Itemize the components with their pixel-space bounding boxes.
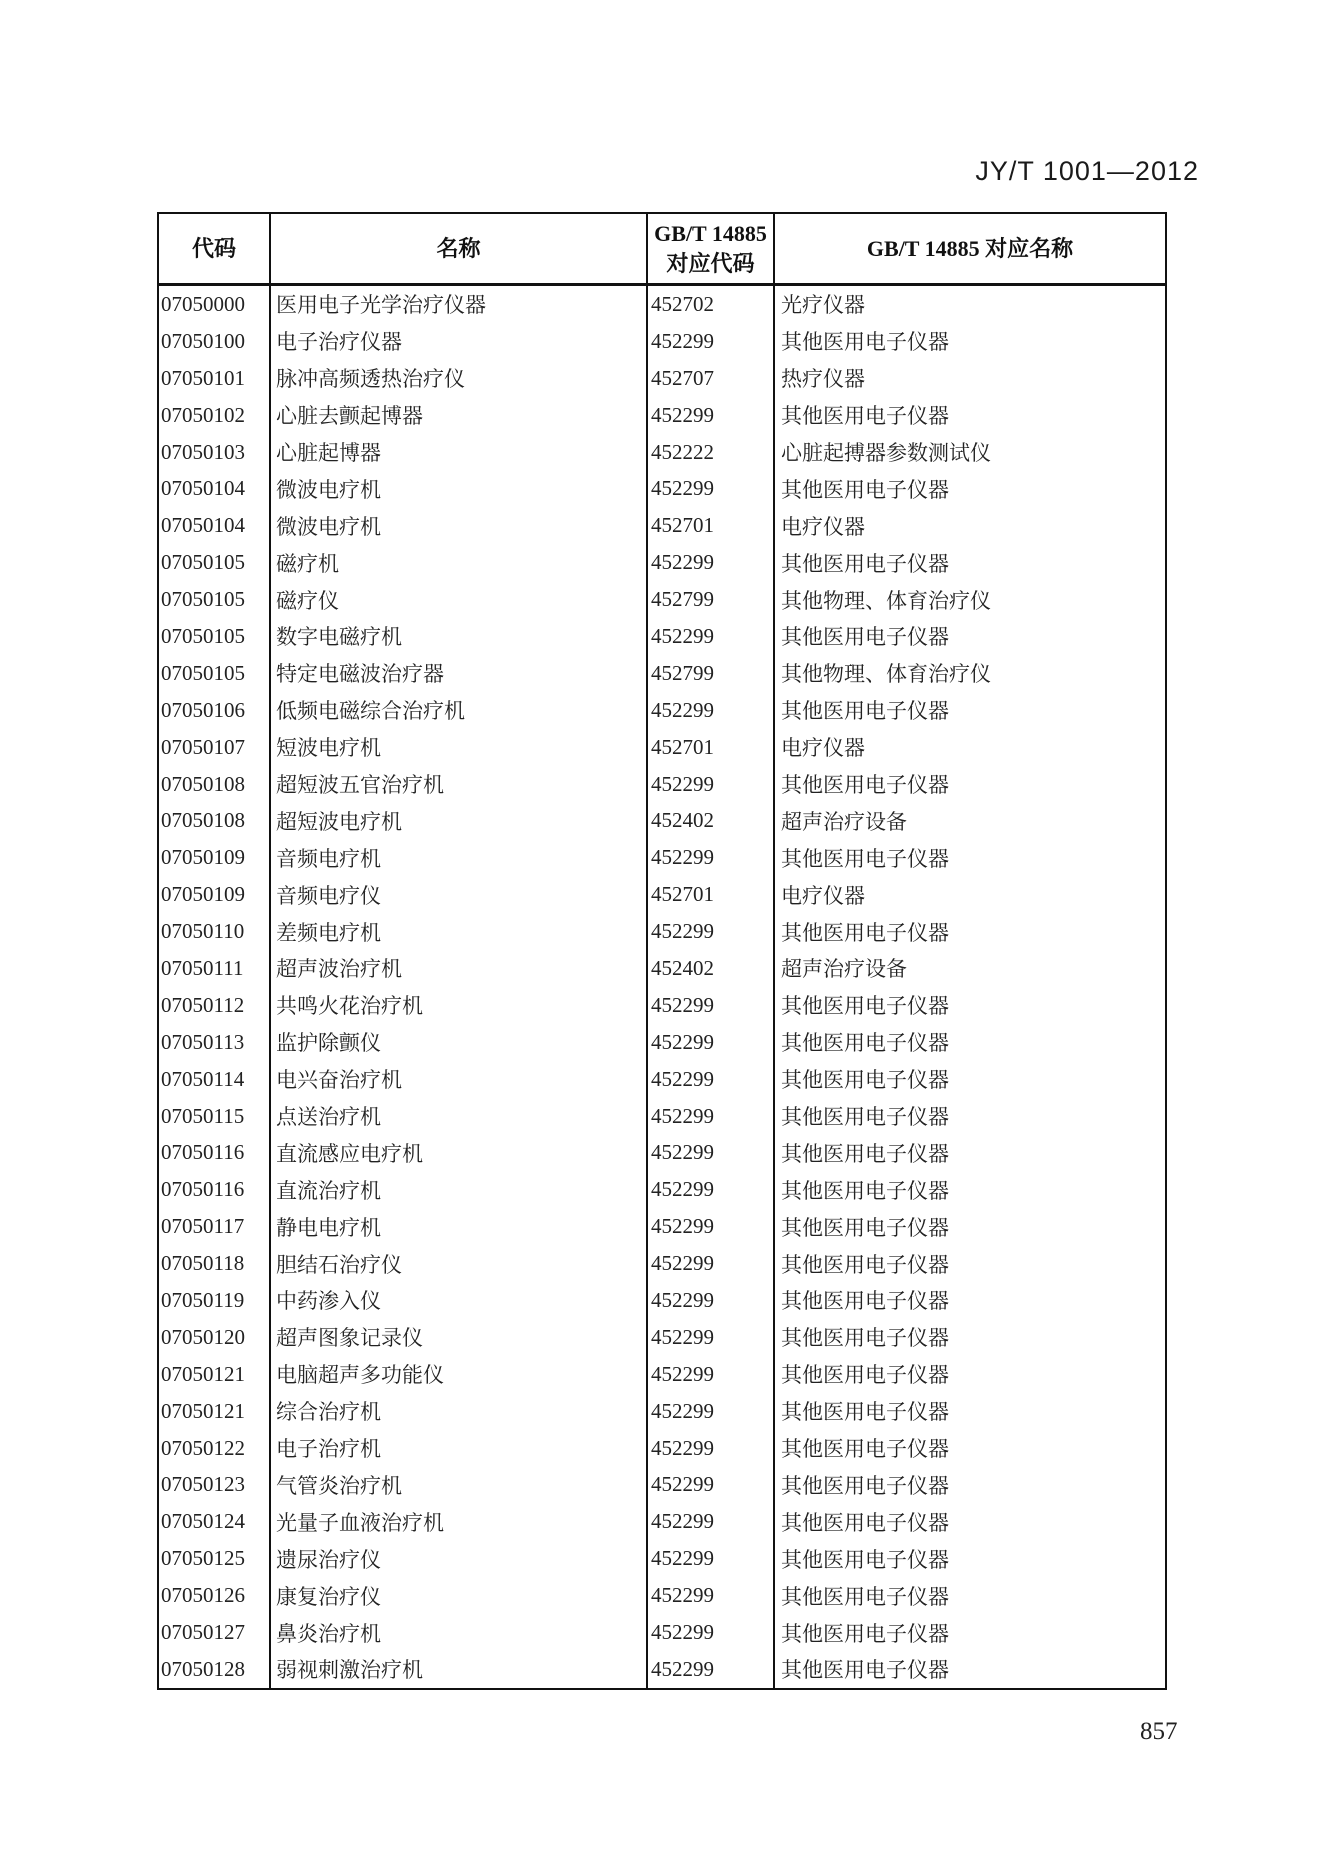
- cell-gbt-code: 452299: [648, 1577, 775, 1614]
- cell-name: 差频电疗机: [271, 913, 648, 950]
- cell-gbt-name: 其他医用电子仪器: [781, 1547, 949, 1572]
- cell-gbt-code: 452299: [648, 1467, 775, 1504]
- table-row: [159, 1319, 1165, 1356]
- cell-gbt-code: 452299: [648, 618, 775, 655]
- cell-gbt-name: 其他医用电子仪器: [781, 1252, 949, 1277]
- table-row: [159, 544, 1165, 581]
- cell-gbt-code: 452299: [648, 323, 775, 360]
- table-row: [159, 1651, 1165, 1688]
- cell-gbt-code: 452299: [648, 1651, 775, 1688]
- table-row: [159, 360, 1165, 397]
- cell-gbt-name: 其他医用电子仪器: [781, 1105, 949, 1130]
- cell-name: 胆结石治疗仪: [271, 1245, 648, 1282]
- table-row: [159, 1430, 1165, 1467]
- header-gbt-code-line1: GB/T 14885: [654, 220, 767, 246]
- cell-gbt-code: 452299: [648, 1614, 775, 1651]
- cell-gbt-name: 其他物理、体育治疗仪: [781, 662, 991, 687]
- table-row: [159, 1098, 1165, 1135]
- cell-gbt-name: 其他物理、体育治疗仪: [781, 588, 991, 613]
- cell-gbt-code: 452299: [648, 1540, 775, 1577]
- cell-gbt-code: 452702: [648, 286, 775, 323]
- table-row: [159, 434, 1165, 471]
- cell-gbt-name: 其他医用电子仪器: [781, 404, 949, 429]
- table-row: [159, 618, 1165, 655]
- cell-code: 07050127: [159, 1614, 271, 1651]
- cell-code: 07050000: [159, 286, 271, 323]
- cell-name: 电兴奋治疗机: [271, 1061, 648, 1098]
- cell-name: 特定电磁波治疗器: [271, 655, 648, 692]
- cell-gbt-name: 其他医用电子仪器: [781, 1215, 949, 1240]
- cell-name: 弱视刺激治疗机: [271, 1651, 648, 1688]
- cell-name: 静电电疗机: [271, 1208, 648, 1245]
- cell-name: 磁疗仪: [271, 581, 648, 618]
- cell-name: 脉冲高频透热治疗仪: [271, 360, 648, 397]
- cell-gbt-code: 452799: [648, 581, 775, 618]
- cell-gbt-code: 452299: [648, 1134, 775, 1171]
- code-mapping-table: [157, 212, 1167, 1690]
- cell-gbt-code: 452299: [648, 766, 775, 803]
- cell-gbt-code: 452299: [648, 1098, 775, 1135]
- cell-name: 数字电磁疗机: [271, 618, 648, 655]
- cell-gbt-code: 452299: [648, 1208, 775, 1245]
- table-row: [159, 950, 1165, 987]
- table-row: [159, 1245, 1165, 1282]
- cell-code: 07050115: [159, 1098, 271, 1135]
- cell-name: 鼻炎治疗机: [271, 1614, 648, 1651]
- cell-code: 07050101: [159, 360, 271, 397]
- cell-gbt-name: 其他医用电子仪器: [781, 1658, 949, 1683]
- cell-name: 超短波电疗机: [271, 802, 648, 839]
- cell-name: 电子治疗仪器: [271, 323, 648, 360]
- cell-code: 07050103: [159, 434, 271, 471]
- cell-gbt-name: 其他医用电子仪器: [781, 1363, 949, 1388]
- cell-name: 短波电疗机: [271, 729, 648, 766]
- cell-gbt-name: 其他医用电子仪器: [781, 1584, 949, 1609]
- cell-gbt-code: 452222: [648, 434, 775, 471]
- cell-code: 07050110: [159, 913, 271, 950]
- cell-gbt-name: 其他医用电子仪器: [781, 551, 949, 576]
- table-row: [159, 655, 1165, 692]
- cell-gbt-code: 452299: [648, 397, 775, 434]
- header-code-label: 代码: [191, 235, 236, 261]
- cell-gbt-code: 452299: [648, 1282, 775, 1319]
- cell-name: 中药渗入仪: [271, 1282, 648, 1319]
- cell-name: 气管炎治疗机: [271, 1467, 648, 1504]
- cell-gbt-name: 其他医用电子仪器: [781, 1178, 949, 1203]
- cell-gbt-name: 其他医用电子仪器: [781, 846, 949, 871]
- cell-gbt-code: 452299: [648, 1319, 775, 1356]
- cell-name: 监护除颤仪: [271, 1024, 648, 1061]
- cell-name: 综合治疗机: [271, 1393, 648, 1430]
- cell-name: 直流感应电疗机: [271, 1134, 648, 1171]
- table-header-row: [159, 214, 1165, 286]
- table-row: [159, 1282, 1165, 1319]
- cell-code: 07050121: [159, 1393, 271, 1430]
- cell-code: 07050128: [159, 1651, 271, 1688]
- cell-gbt-code: 452299: [648, 1503, 775, 1540]
- cell-code: 07050100: [159, 323, 271, 360]
- cell-gbt-name: 电疗仪器: [781, 736, 865, 761]
- cell-gbt-name: 其他医用电子仪器: [781, 1473, 949, 1498]
- table-row: [159, 876, 1165, 913]
- cell-gbt-code: 452299: [648, 470, 775, 507]
- header-name: [271, 214, 648, 283]
- cell-gbt-code: 452299: [648, 1024, 775, 1061]
- table-row: [159, 1134, 1165, 1171]
- cell-code: 07050109: [159, 839, 271, 876]
- table-row: [159, 1577, 1165, 1614]
- cell-name: 微波电疗机: [271, 470, 648, 507]
- table-row: [159, 1061, 1165, 1098]
- table-row: [159, 1503, 1165, 1540]
- cell-name: 遗尿治疗仪: [271, 1540, 648, 1577]
- cell-code: 07050113: [159, 1024, 271, 1061]
- cell-name: 微波电疗机: [271, 507, 648, 544]
- cell-gbt-code: 452299: [648, 544, 775, 581]
- table-row: [159, 1540, 1165, 1577]
- cell-gbt-name: 电疗仪器: [781, 883, 865, 908]
- header-gbt-name: [775, 214, 1165, 283]
- cell-gbt-name: 其他医用电子仪器: [781, 1141, 949, 1166]
- cell-name: 共鸣火花治疗机: [271, 987, 648, 1024]
- cell-code: 07050108: [159, 802, 271, 839]
- cell-name: 低频电磁综合治疗机: [271, 692, 648, 729]
- header-gbt-code-line2: 对应代码: [666, 250, 755, 276]
- cell-code: 07050109: [159, 876, 271, 913]
- cell-gbt-code: 452299: [648, 1061, 775, 1098]
- cell-name: 点送治疗机: [271, 1098, 648, 1135]
- cell-name: 心脏去颤起博器: [271, 397, 648, 434]
- cell-gbt-code: 452299: [648, 1356, 775, 1393]
- header-code: [159, 214, 271, 283]
- cell-gbt-name: 其他医用电子仪器: [781, 1068, 949, 1093]
- cell-code: 07050123: [159, 1467, 271, 1504]
- cell-gbt-code: 452707: [648, 360, 775, 397]
- cell-name: 超短波五官治疗机: [271, 766, 648, 803]
- cell-gbt-code: 452402: [648, 802, 775, 839]
- table-body: [159, 286, 1165, 1688]
- cell-gbt-code: 452299: [648, 1393, 775, 1430]
- cell-gbt-code: 452701: [648, 729, 775, 766]
- cell-name: 超声图象记录仪: [271, 1319, 648, 1356]
- cell-gbt-name: 其他医用电子仪器: [781, 625, 949, 650]
- cell-gbt-code: 452299: [648, 1430, 775, 1467]
- cell-gbt-name: 超声治疗设备: [781, 957, 907, 982]
- table-row: [159, 1356, 1165, 1393]
- cell-code: 07050106: [159, 692, 271, 729]
- cell-gbt-name: 其他医用电子仪器: [781, 1437, 949, 1462]
- cell-gbt-code: 452299: [648, 839, 775, 876]
- cell-name: 电脑超声多功能仪: [271, 1356, 648, 1393]
- cell-code: 07050105: [159, 544, 271, 581]
- cell-name: 康复治疗仪: [271, 1577, 648, 1614]
- cell-gbt-code: 452701: [648, 507, 775, 544]
- cell-gbt-name: 心脏起搏器参数测试仪: [781, 441, 991, 465]
- table-row: [159, 581, 1165, 618]
- cell-gbt-name: 其他医用电子仪器: [781, 330, 949, 355]
- cell-code: 07050108: [159, 766, 271, 803]
- cell-code: 07050125: [159, 1540, 271, 1577]
- cell-gbt-name: 其他医用电子仪器: [781, 1326, 949, 1351]
- table-row: [159, 1614, 1165, 1651]
- cell-code: 07050104: [159, 507, 271, 544]
- cell-name: 光量子血液治疗机: [271, 1503, 648, 1540]
- cell-gbt-name: 其他医用电子仪器: [781, 1031, 949, 1056]
- cell-gbt-name: 其他医用电子仪器: [781, 773, 949, 798]
- cell-code: 07050121: [159, 1356, 271, 1393]
- cell-gbt-name: 其他医用电子仪器: [781, 699, 949, 724]
- cell-code: 07050124: [159, 1503, 271, 1540]
- cell-gbt-name: 其他医用电子仪器: [781, 1400, 949, 1425]
- cell-code: 07050104: [159, 470, 271, 507]
- cell-gbt-name: 电疗仪器: [781, 514, 865, 539]
- cell-code: 07050116: [159, 1134, 271, 1171]
- table-row: [159, 1171, 1165, 1208]
- table-row: [159, 1024, 1165, 1061]
- cell-gbt-name: 其他医用电子仪器: [781, 1289, 949, 1314]
- cell-name: 医用电子光学治疗仪器: [271, 286, 648, 323]
- cell-gbt-code: 452799: [648, 655, 775, 692]
- cell-name: 心脏起博器: [271, 434, 648, 471]
- table-row: [159, 286, 1165, 323]
- cell-code: 07050126: [159, 1577, 271, 1614]
- cell-gbt-name: 其他医用电子仪器: [781, 994, 949, 1019]
- cell-code: 07050105: [159, 618, 271, 655]
- cell-gbt-name: 其他医用电子仪器: [781, 1621, 949, 1646]
- table-row: [159, 323, 1165, 360]
- cell-code: 07050117: [159, 1208, 271, 1245]
- cell-name: 音频电疗机: [271, 839, 648, 876]
- cell-code: 07050118: [159, 1245, 271, 1282]
- table-row: [159, 913, 1165, 950]
- cell-gbt-code: 452299: [648, 692, 775, 729]
- cell-gbt-name: 其他医用电子仪器: [781, 920, 949, 945]
- cell-gbt-name: 其他医用电子仪器: [781, 477, 949, 502]
- cell-code: 07050107: [159, 729, 271, 766]
- table-row: [159, 1467, 1165, 1504]
- table-row: [159, 729, 1165, 766]
- cell-name: 音频电疗仪: [271, 876, 648, 913]
- table-row: [159, 766, 1165, 803]
- cell-gbt-name: 超声治疗设备: [781, 809, 907, 834]
- cell-code: 07050112: [159, 987, 271, 1024]
- table-row: [159, 507, 1165, 544]
- cell-gbt-name: 热疗仪器: [781, 367, 865, 392]
- cell-code: 07050114: [159, 1061, 271, 1098]
- cell-code: 07050105: [159, 581, 271, 618]
- table-row: [159, 692, 1165, 729]
- table-row: [159, 987, 1165, 1024]
- cell-code: 07050116: [159, 1171, 271, 1208]
- header-name-label: 名称: [436, 235, 481, 261]
- table-row: [159, 802, 1165, 839]
- cell-gbt-code: 452402: [648, 950, 775, 987]
- cell-gbt-name: 其他医用电子仪器: [781, 1510, 949, 1535]
- cell-gbt-code: 452299: [648, 1171, 775, 1208]
- cell-code: 07050111: [159, 950, 271, 987]
- cell-name: 超声波治疗机: [271, 950, 648, 987]
- table-row: [159, 470, 1165, 507]
- cell-code: 07050120: [159, 1319, 271, 1356]
- cell-gbt-code: 452299: [648, 913, 775, 950]
- cell-gbt-code: 452701: [648, 876, 775, 913]
- cell-name: 磁疗机: [271, 544, 648, 581]
- cell-gbt-code: 452299: [648, 1245, 775, 1282]
- cell-code: 07050122: [159, 1430, 271, 1467]
- cell-code: 07050105: [159, 655, 271, 692]
- standard-reference: JY/T 1001—2012: [975, 156, 1199, 186]
- table-row: [159, 839, 1165, 876]
- cell-name: 电子治疗机: [271, 1430, 648, 1467]
- header-gbt-name-label: GB/T 14885 对应名称: [866, 235, 1074, 261]
- cell-code: 07050119: [159, 1282, 271, 1319]
- cell-code: 07050102: [159, 397, 271, 434]
- page-number: 857: [1140, 1718, 1178, 1745]
- cell-gbt-code: 452299: [648, 987, 775, 1024]
- table-row: [159, 1393, 1165, 1430]
- cell-gbt-name: 光疗仪器: [781, 293, 865, 318]
- table-row: [159, 1208, 1165, 1245]
- table-row: [159, 397, 1165, 434]
- cell-name: 直流治疗机: [271, 1171, 648, 1208]
- header-gbt-code: [648, 214, 775, 283]
